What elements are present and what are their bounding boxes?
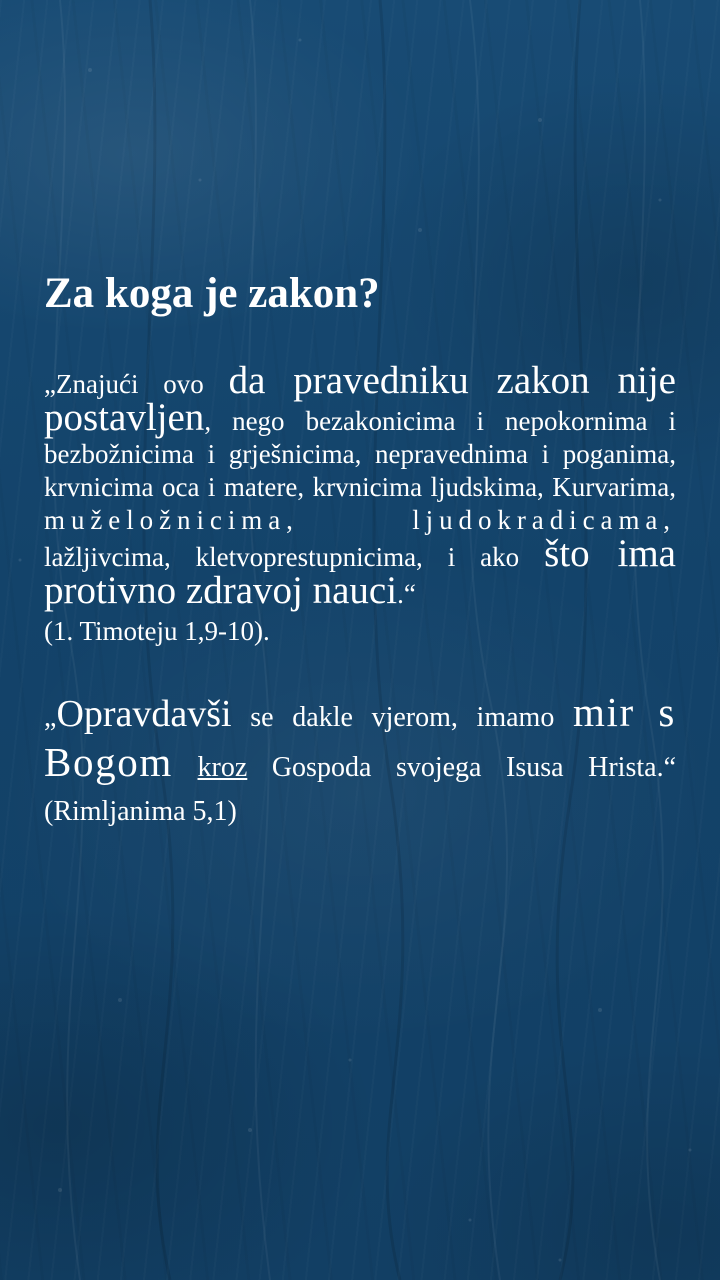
page-title: Za koga je zakon? (44, 270, 380, 317)
verse-timothy (44, 359, 676, 612)
verse-text (173, 752, 198, 783)
verse-text: „Znajući ovo (44, 369, 229, 399)
verse-romans (44, 690, 676, 834)
verse-underlined: kroz (197, 752, 248, 783)
verse-emphasis: Opravdavši (56, 693, 232, 735)
verse-emphasis: što ima protivno zdravoj nauci (44, 532, 676, 612)
verse-text-spaced: muželožnicima, ljudokradicama, (44, 505, 676, 535)
verse-text: Gospoda svojega Isusa Hrista.“ (Rimljanima 5,1) (44, 752, 676, 827)
verse-emphasis: mir s Bogom (44, 689, 676, 785)
verse-emphasis: da pravedniku zakon nije postavljen (44, 359, 676, 439)
main-content (44, 268, 676, 862)
verse-text: „ (44, 702, 57, 733)
verse-reference: (1. Timoteju 1,9-10). (44, 616, 270, 646)
verse-text: se dakle vjerom, imamo (231, 702, 573, 733)
verse-text: .“ (397, 579, 416, 609)
verse-text: , nego bezakonicima i nepokornima i bezbožnicima i grješnicima, nepravednima i poganima, krvnicima oca i matere, krvnicima ljudskima, Kurvarima, (44, 406, 676, 502)
verse-text: lažljivcima, kletvoprestupnicima, i ako (44, 542, 545, 572)
